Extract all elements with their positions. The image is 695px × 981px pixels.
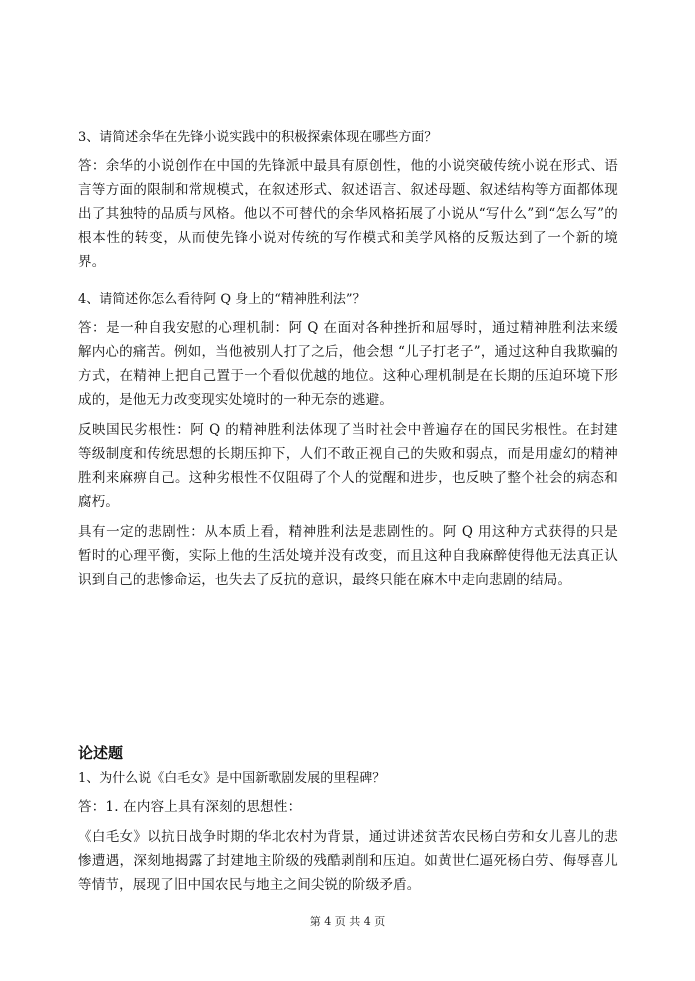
answer-4-paragraph-2: 反映国民劣根性：阿 Q 的精神胜利法体现了当时社会中普遍存在的国民劣根性。在封建等级制度和传统思想的长期压抑下，人们不敢正视自己的失败和弱点，而是用虚幻的精神胜利来麻痹自己。这种劣根性不仅阻碍了个人的觉醒和进步，也反映了整个社会的病态和腐朽。 (78, 422, 618, 510)
page-footer: 第 4 页 共 4 页 (309, 915, 386, 928)
question-3-block (78, 128, 618, 280)
essay-answer-paragraph-1: 《白毛女》以抗日战争时期的华北农村为背景，通过讲述贫苦农民杨白劳和女儿喜儿的悲惨遭遇，深刻地揭露了封建地主阶级的残酷剥削和压迫。如黄世仁逼死杨白劳、侮辱喜儿等情节，展现了旧中国农民与地主之间尖锐的阶级矛盾。 (78, 829, 618, 893)
question-4-block (78, 290, 618, 598)
question-3: 3、请简述余华在先锋小说实践中的积极探索体现在哪些方面？ (78, 130, 438, 145)
essay-answer-heading: 答：1. 在内容上具有深刻的思想性： (78, 799, 302, 815)
section-title: 论述题 (78, 744, 124, 762)
question-4: 4、请简述你怎么看待阿 Q 身上的“精神胜利法”？ (78, 292, 366, 307)
essay-section (78, 742, 618, 903)
answer-4-paragraph-1: 答：是一种自我安慰的心理机制：阿 Q 在面对各种挫折和屈辱时，通过精神胜利法来缓解内心的痛苦。例如，当他被别人打了之后，他会想 “儿子打老子”，通过这种自我欺骗的方式，在精神上把自己置于一个看似优越的地位。这种心理机制是在长期的压迫环境下形成的，是他无力改变现实处境时的一种无奈的逃避。 (78, 320, 618, 408)
essay-question-1: 1、为什么说《白毛女》是中国新歌剧发展的里程碑？ (78, 771, 386, 786)
answer-3: 答：余华的小说创作在中国的先锋派中最具有原创性，他的小说突破传统小说在形式、语言等方面的限制和常规模式，在叙述形式、叙述语言、叙述母题、叙述结构等方面都体现出了其独特的品质与风格。他以不可替代的余华风格拓展了小说从“写什么”到“怎么写”的根本性的转变，从而使先锋小说对传统的写作模式和美学风格的反叛达到了一个新的境界。 (78, 158, 618, 270)
answer-4-paragraph-3: 具有一定的悲剧性：从本质上看，精神胜利法是悲剧性的。阿 Q 用这种方式获得的只是暂时的心理平衡，实际上他的生活处境并没有改变，而且这种自我麻醉使得他无法真正认识到自己的悲惨命运，也失去了反抗的意识，最终只能在麻木中走向悲剧的结局。 (78, 524, 618, 588)
